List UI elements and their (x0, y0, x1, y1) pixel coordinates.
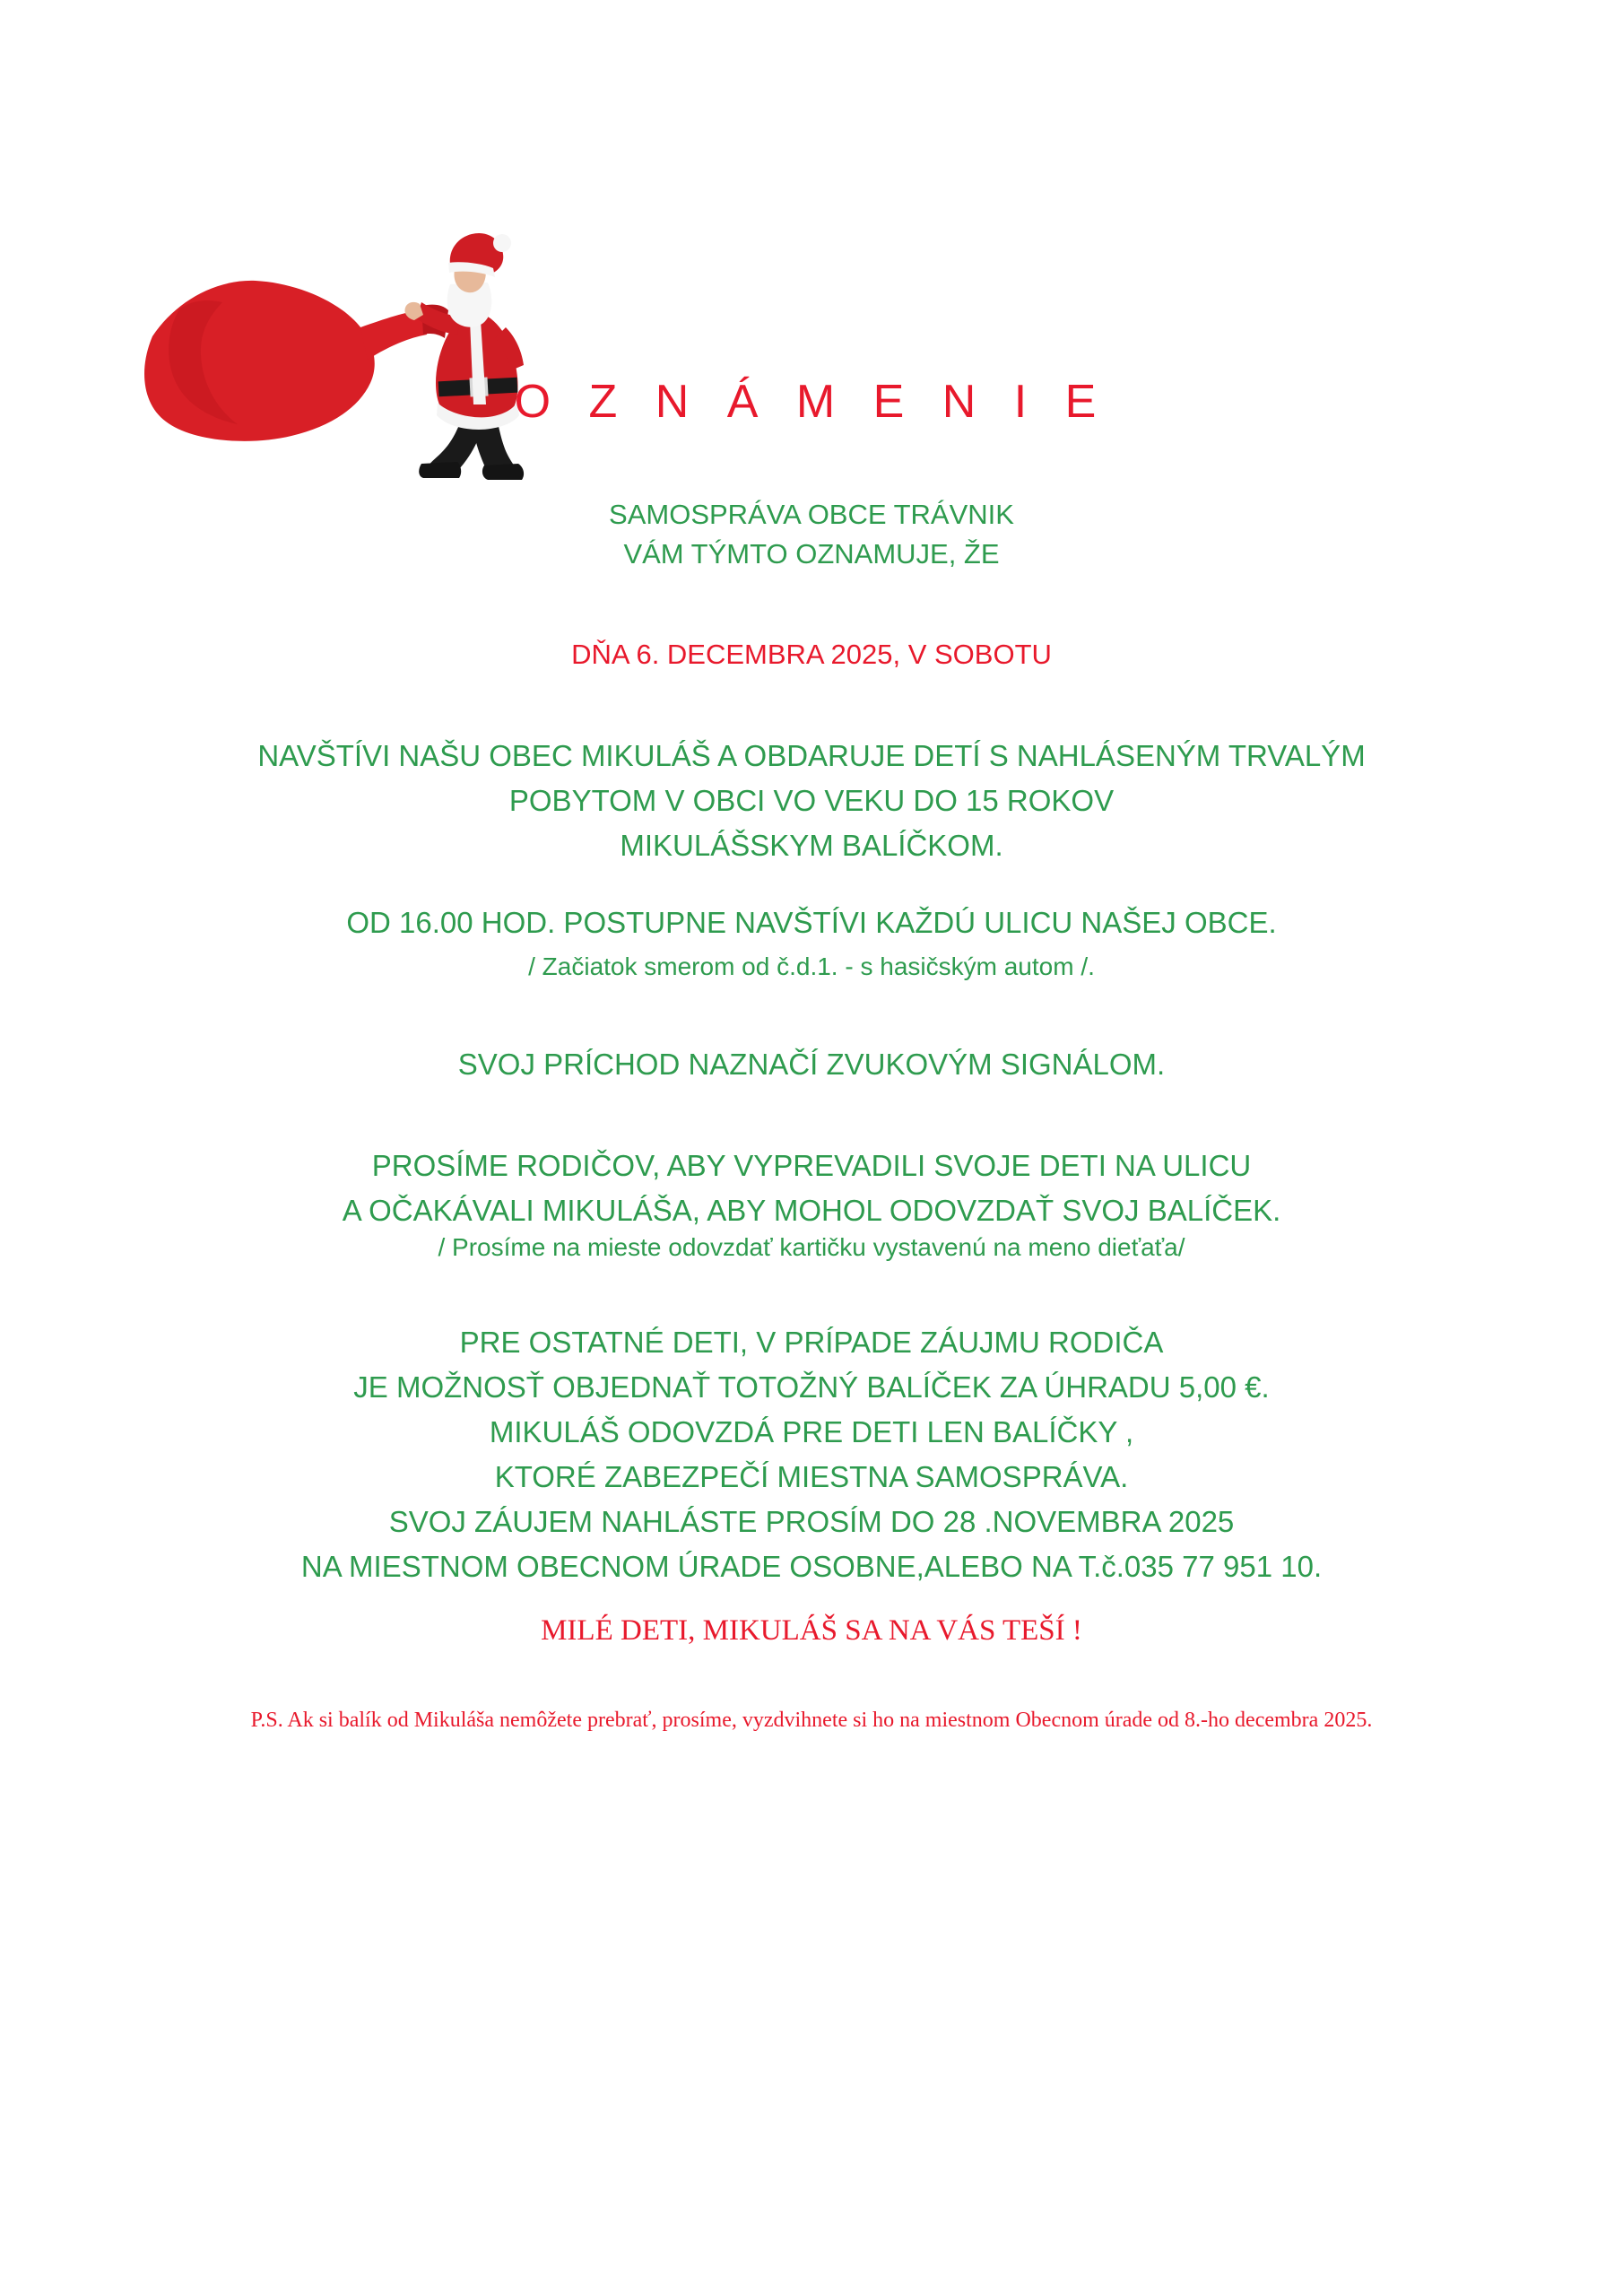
order-line-6: NA MIESTNOM OBECNOM ÚRADE OSOBNE,ALEBO NA T.č.035 77 951 10. (300, 1550, 1323, 1583)
visit-line-3: MIKULÁŠSKYM BALÍČKOM. (620, 829, 1003, 862)
order-line-4: KTORÉ ZABEZPEČÍ MIESTNA SAMOSPRÁVA. (494, 1460, 1129, 1493)
parents-line-1: PROSÍME RODIČOV, ABY VYPREVADILI SVOJE DETI NA ULICU (371, 1149, 1252, 1182)
time-note: / Začiatok smerom od č.d.1. - s hasičským autom /. (528, 952, 1095, 980)
parents-note: / Prosíme na mieste odovzdať kartičku vystavenú na meno dieťaťa/ (438, 1233, 1185, 1261)
order-line-1: PRE OSTATNÉ DETI, V PRÍPADE ZÁUJMU RODIČA (459, 1326, 1164, 1359)
intro-line-1: SAMOSPRÁVA OBCE TRÁVNIK (609, 499, 1014, 530)
signal-line: SVOJ PRÍCHOD NAZNAČÍ ZVUKOVÝM SIGNÁLOM. (457, 1048, 1166, 1081)
time-line: OD 16.00 HOD. POSTUPNE NAVŠTÍVI KAŽDÚ ULICU NAŠEJ OBCE. (346, 906, 1277, 939)
postscript-line: P.S. Ak si balík od Mikuláša nemôžete prebrať, prosíme, vyzdvihnete si ho na miestnom Obecnom úrade od 8.-ho decembra 2025. (250, 1709, 1373, 1732)
closing-line: MILÉ DETI, MIKULÁŠ SA NA VÁS TEŠÍ ! (541, 1614, 1082, 1647)
intro-line-2: VÁM TÝMTO OZNAMUJE, ŽE (623, 538, 1000, 570)
page-title: O Z N Á M E N I E (514, 376, 1109, 428)
parents-block (0, 1144, 1623, 1233)
order-line-5: SVOJ ZÁUJEM NAHLÁSTE PROSÍM DO 28 .NOVEMBRA 2025 (388, 1505, 1235, 1538)
intro-block (0, 495, 1623, 574)
order-block (0, 1320, 1623, 1589)
visit-line-2: POBYTOM V OBCI VO VEKU DO 15 ROKOV (508, 784, 1115, 817)
santa-with-sack-icon (126, 184, 592, 489)
date-line: DŇA 6. DECEMBRA 2025, V SOBOTU (571, 639, 1052, 670)
visit-line-1: NAVŠTÍVI NAŠU OBEC MIKULÁŠ A OBDARUJE DETÍ S NAHLÁSENÝM TRVALÝM (257, 739, 1366, 772)
parents-line-2: A OČAKÁVALI MIKULÁŠA, ABY MOHOL ODOVZDAŤ SVOJ BALÍČEK. (342, 1194, 1281, 1227)
order-line-3: MIKULÁŠ ODOVZDÁ PRE DETI LEN BALÍČKY , (489, 1415, 1134, 1448)
order-line-2: JE MOŽNOSŤ OBJEDNAŤ TOTOŽNÝ BALÍČEK ZA ÚHRADU 5,00 €. (353, 1370, 1270, 1404)
visit-block (0, 734, 1623, 868)
